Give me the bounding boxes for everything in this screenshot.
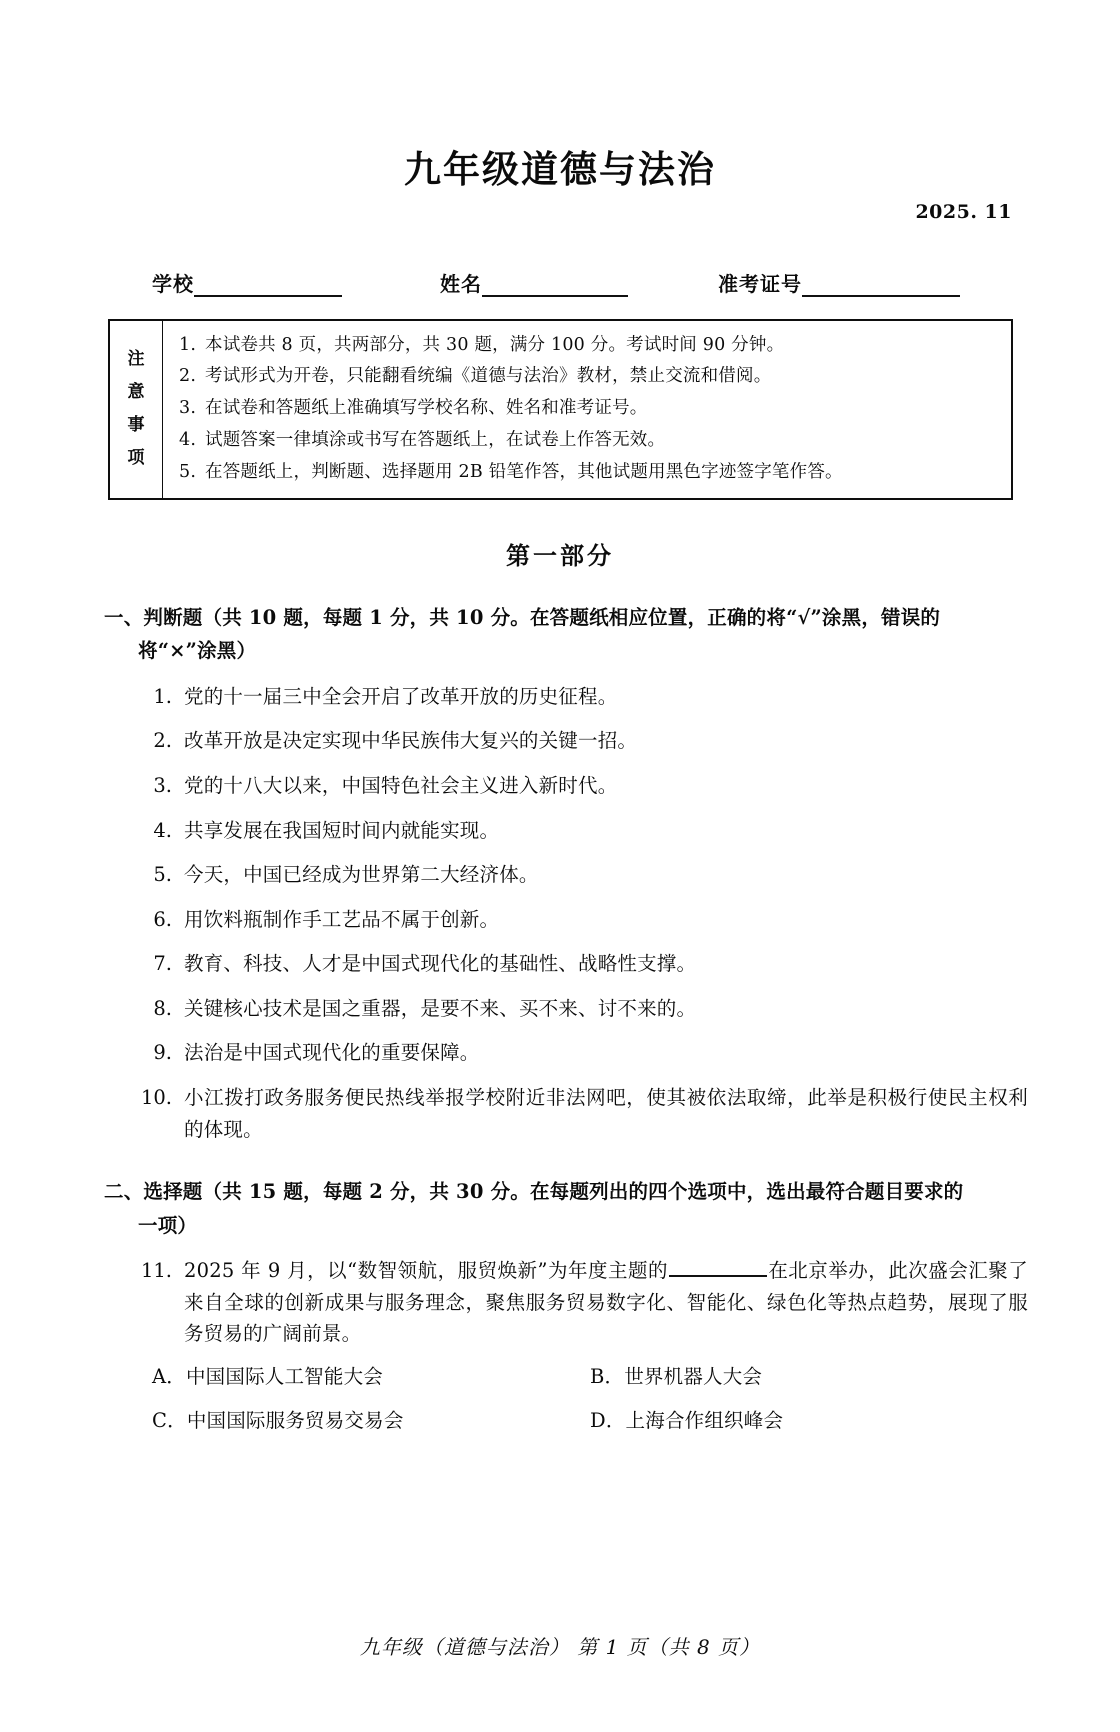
school-input-blank[interactable] — [194, 275, 342, 297]
notice-item — [179, 361, 1001, 393]
school-label: 学校 — [152, 271, 194, 296]
notice-list — [163, 321, 1011, 498]
notice-label-char-0: 注 — [127, 348, 145, 369]
name-label: 姓名 — [440, 271, 482, 296]
question-number: 9. — [153, 1041, 172, 1065]
section-two-header — [0, 1175, 1120, 1242]
question-text — [184, 1255, 1028, 1350]
question-text: 党的十八大以来，中国特色社会主义进入新时代。 — [184, 773, 618, 797]
notice-item-text: 在试卷和答题纸上准确填写学校名称、姓名和准考证号。 — [205, 398, 648, 419]
question-number: 7. — [153, 952, 172, 976]
option-a[interactable] — [152, 1361, 590, 1392]
notice-item-number: 1. — [179, 334, 197, 355]
question-text: 用饮料瓶制作手工艺品不属于创新。 — [184, 907, 500, 931]
question-row — [0, 859, 1120, 891]
question-row — [0, 948, 1120, 980]
options-indent — [104, 1361, 152, 1436]
section-one-header-line2: 将“×”涂黑） — [138, 639, 257, 663]
question-number: 6. — [153, 907, 172, 931]
question-text: 教育、科技、人才是中国式现代化的基础性、战略性支撑。 — [184, 952, 697, 976]
notice-item-text: 试题答案一律填涂或书写在答题纸上，在试卷上作答无效。 — [205, 430, 666, 451]
section-one-question-list — [0, 681, 1120, 1145]
name-input-blank[interactable] — [482, 275, 628, 297]
question-text: 党的十一届三中全会开启了改革开放的历史征程。 — [184, 684, 618, 708]
question-row — [0, 770, 1120, 802]
question-number: 1. — [153, 684, 172, 708]
notice-label-vertical — [110, 321, 163, 498]
notice-box — [108, 319, 1013, 500]
notice-item-text: 考试形式为开卷，只能翻看统编《道德与法治》教材，禁止交流和借阅。 — [205, 366, 772, 387]
section-two-header-line1: 二、选择题（共 15 题，每题 2 分，共 30 分。在每题列出的四个选项中，选出最符合题目要求的 — [104, 1180, 964, 1204]
question-text: 法治是中国式现代化的重要保障。 — [184, 1041, 480, 1065]
options-column-left — [152, 1361, 590, 1436]
question-text: 改革开放是决定实现中华民族伟大复兴的关键一招。 — [184, 729, 638, 753]
question-text-after-blank: 在北京举办，此次盛会汇聚了来自全球的创新成果与服务理念，聚焦服务贸易数字化、智能化、绿色化等热点趋势，展现了服务贸易的广阔前景。 — [184, 1259, 1028, 1346]
question-row — [0, 1255, 1120, 1350]
option-b-key: B． — [590, 1364, 625, 1388]
question-number: 10. — [140, 1086, 172, 1110]
notice-item-number: 5. — [179, 461, 197, 482]
option-a-text: 中国国际人工智能大会 — [185, 1364, 383, 1388]
notice-item — [179, 457, 1001, 489]
notice-label-char-3: 项 — [127, 448, 145, 469]
notice-item-text: 在答题纸上，判断题、选择题用 2B 铅笔作答，其他试题用黑色字迹签字笔作答。 — [205, 461, 843, 482]
admit-ticket-label: 准考证号 — [718, 271, 802, 296]
admit-ticket-input-blank[interactable] — [802, 275, 960, 297]
question-number: 3. — [153, 773, 172, 797]
identity-line — [0, 268, 1120, 297]
section-two-header-line2: 一项） — [138, 1213, 198, 1237]
exam-paper-page — [0, 148, 1120, 1732]
options-column-right — [590, 1361, 1028, 1436]
admit-field[interactable] — [718, 268, 960, 297]
fill-in-blank[interactable] — [669, 1258, 767, 1277]
page-footer: 九年级（道德与法治） 第 1 页（共 8 页） — [359, 1635, 761, 1659]
notice-label-char-2: 事 — [127, 415, 145, 436]
question-row — [0, 993, 1120, 1025]
notice-label-char-1: 意 — [127, 382, 145, 403]
section-one-header — [0, 601, 1120, 668]
question-number: 8. — [153, 996, 172, 1020]
option-a-key: A． — [152, 1364, 186, 1388]
page-title: 九年级道德与法治 — [404, 147, 716, 191]
question-11-options — [0, 1361, 1120, 1436]
question-number: 11. — [140, 1259, 172, 1283]
question-row — [0, 681, 1120, 713]
question-number: 4. — [153, 818, 172, 842]
part-heading: 第一部分 — [506, 540, 614, 570]
option-c-text: 中国国际服务贸易交易会 — [186, 1409, 404, 1433]
option-b-text: 世界机器人大会 — [624, 1364, 763, 1388]
question-number: 2. — [153, 729, 172, 753]
exam-date: 2025. 11 — [915, 200, 1012, 223]
section-one-header-line1: 一、判断题（共 10 题，每题 1 分，共 10 分。在答题纸相应位置，正确的将“√”涂黑，错误的 — [104, 605, 941, 629]
option-c[interactable] — [152, 1405, 590, 1436]
school-field[interactable] — [152, 268, 342, 297]
notice-item — [179, 425, 1001, 457]
notice-item — [179, 330, 1001, 362]
notice-item-number: 3. — [179, 398, 197, 419]
question-text-before-blank: 2025 年 9 月，以“数智领航，服贸焕新”为年度主题的 — [184, 1259, 669, 1283]
question-text: 小江拨打政务服务便民热线举报学校附近非法网吧，使其被依法取缔，此举是积极行使民主权利的体现。 — [184, 1086, 1028, 1141]
title-row — [0, 148, 1120, 191]
option-d-text: 上海合作组织峰会 — [625, 1409, 784, 1433]
notice-item — [179, 393, 1001, 425]
option-b[interactable] — [590, 1361, 1028, 1392]
question-row — [0, 815, 1120, 847]
notice-item-number: 4. — [179, 430, 197, 451]
option-d[interactable] — [590, 1405, 1028, 1436]
option-d-key: D． — [590, 1409, 626, 1433]
name-field[interactable] — [440, 268, 628, 297]
question-text: 共享发展在我国短时间内就能实现。 — [184, 818, 500, 842]
notice-item-number: 2. — [179, 366, 197, 387]
question-row — [0, 725, 1120, 757]
question-text: 今天，中国已经成为世界第二大经济体。 — [184, 863, 539, 887]
question-number: 5. — [153, 863, 172, 887]
question-row — [0, 1037, 1120, 1069]
question-row — [0, 904, 1120, 936]
notice-item-text: 本试卷共 8 页，共两部分，共 30 题，满分 100 分。考试时间 90 分钟。 — [205, 334, 785, 355]
section-two-question-list — [0, 1255, 1120, 1436]
question-row — [0, 1082, 1120, 1145]
question-text: 关键核心技术是国之重器，是要不来、买不来、讨不来的。 — [184, 996, 697, 1020]
option-c-key: C． — [152, 1409, 187, 1433]
